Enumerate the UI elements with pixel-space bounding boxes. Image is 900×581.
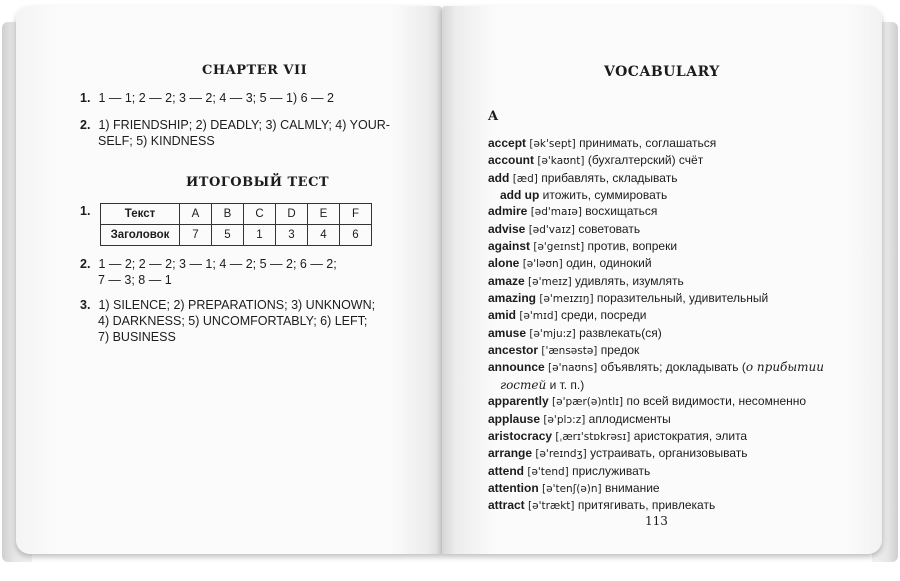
item-number: 3. bbox=[80, 298, 91, 312]
answer-item-1 bbox=[80, 90, 334, 107]
list-item: admire [əd'maɪə] восхищаться bbox=[488, 204, 658, 219]
item-number: 1. bbox=[80, 91, 91, 105]
item-text: 1) SILENCE; 2) PREPARATIONS; 3) UNKNOWN; bbox=[98, 298, 376, 312]
test-title: ИТОГОВЫЙ ТЕСТ bbox=[186, 175, 330, 190]
list-item: amid [ə'mɪd] среди, посреди bbox=[488, 308, 647, 323]
table-cell: Текст bbox=[101, 204, 180, 225]
table-row bbox=[101, 204, 372, 225]
item-text: 1 — 1; 2 — 2; 3 — 2; 4 — 3; 5 — 1) 6 — 2 bbox=[98, 91, 334, 105]
list-item: add [æd] прибавлять, складывать bbox=[488, 170, 678, 185]
list-item: alone [ə'ləʊn] один, одинокий bbox=[488, 256, 652, 271]
left-page bbox=[16, 6, 442, 554]
table-cell: F bbox=[340, 204, 372, 225]
list-item: apparently [ə'pær(ə)ntlɪ] по всей видимости, несомненно bbox=[488, 394, 807, 409]
vocabulary-title: VOCABULARY bbox=[604, 64, 720, 80]
answer-item-2 bbox=[80, 117, 390, 134]
list-item: account [ə'kaʊnt] (бухгалтерский) счёт bbox=[488, 153, 704, 168]
table-cell: 3 bbox=[276, 225, 308, 246]
item-text: 1 — 2; 2 — 2; 3 — 1; 4 — 2; 5 — 2; 6 — 2; bbox=[98, 257, 337, 271]
table-cell: 1 bbox=[244, 225, 276, 246]
list-item: attention [ə'tenʃ(ə)n] внимание bbox=[488, 480, 660, 495]
table-cell: 7 bbox=[180, 225, 212, 246]
item-text: 1) FRIENDSHIP; 2) DEADLY; 3) CALMLY; 4) YOUR- bbox=[98, 118, 390, 132]
list-item: arrange [ə'reɪndʒ] устраивать, организовывать bbox=[488, 446, 748, 461]
list-item: гостей и т. п.) bbox=[500, 377, 585, 392]
test-item-2-cont: 7 — 3; 8 — 1 bbox=[98, 273, 172, 287]
list-item: amazing [ə'meɪzɪŋ] поразительный, удивительный bbox=[488, 291, 769, 306]
answer-item-2-cont: SELF; 5) KINDNESS bbox=[98, 134, 215, 148]
list-item: advise [əd'vaɪz] советовать bbox=[488, 221, 641, 236]
list-item: accept [ək'sept] принимать, соглашаться bbox=[488, 136, 717, 150]
list-item: amaze [ə'meɪz] удивлять, изумлять bbox=[488, 273, 684, 288]
test-item-2 bbox=[80, 256, 337, 273]
table-row bbox=[101, 225, 372, 246]
list-item: attend [ə'tend] прислуживать bbox=[488, 463, 651, 478]
table-cell: 6 bbox=[340, 225, 372, 246]
test-item-3-cont: 7) BUSINESS bbox=[98, 330, 176, 344]
list-item: attract [ə'trækt] притягивать, привлекать bbox=[488, 498, 716, 513]
table-cell: E bbox=[308, 204, 340, 225]
list-item: against [ə'geɪnst] против, вопреки bbox=[488, 239, 678, 254]
table-cell: Заголовок bbox=[101, 225, 180, 246]
list-item: amuse [ə'mju:z] развлекать(ся) bbox=[488, 325, 662, 340]
table-cell: A bbox=[180, 204, 212, 225]
list-item: applause [ə'plɔ:z] аплодисменты bbox=[488, 411, 671, 426]
item-number: 2. bbox=[80, 257, 91, 271]
item-number: 2. bbox=[80, 118, 91, 132]
table-cell: D bbox=[276, 204, 308, 225]
table-cell: C bbox=[244, 204, 276, 225]
test-item-3 bbox=[80, 297, 375, 314]
test-item-1-number: 1. bbox=[80, 204, 91, 218]
test-item-3-cont: 4) DARKNESS; 5) UNCOMFORTABLY; 6) LEFT; bbox=[98, 314, 368, 328]
chapter-title: CHAPTER VII bbox=[202, 63, 308, 78]
list-item: announce [ə'naʊns] объявлять; докладывать (о прибытии bbox=[488, 360, 824, 375]
page-number: 113 bbox=[645, 514, 668, 528]
list-item: add up итожить, суммировать bbox=[500, 188, 668, 203]
list-item: aristocracy [ˌærɪ'stɒkrəsɪ] аристократия, элита bbox=[488, 428, 748, 443]
table-cell: B bbox=[212, 204, 244, 225]
table-cell: 4 bbox=[308, 225, 340, 246]
answer-table bbox=[100, 203, 372, 246]
section-letter: A bbox=[488, 109, 499, 124]
vocabulary-list bbox=[488, 135, 824, 515]
list-item: ancestor ['ænsəstə] предок bbox=[488, 343, 640, 358]
table-cell: 5 bbox=[212, 225, 244, 246]
